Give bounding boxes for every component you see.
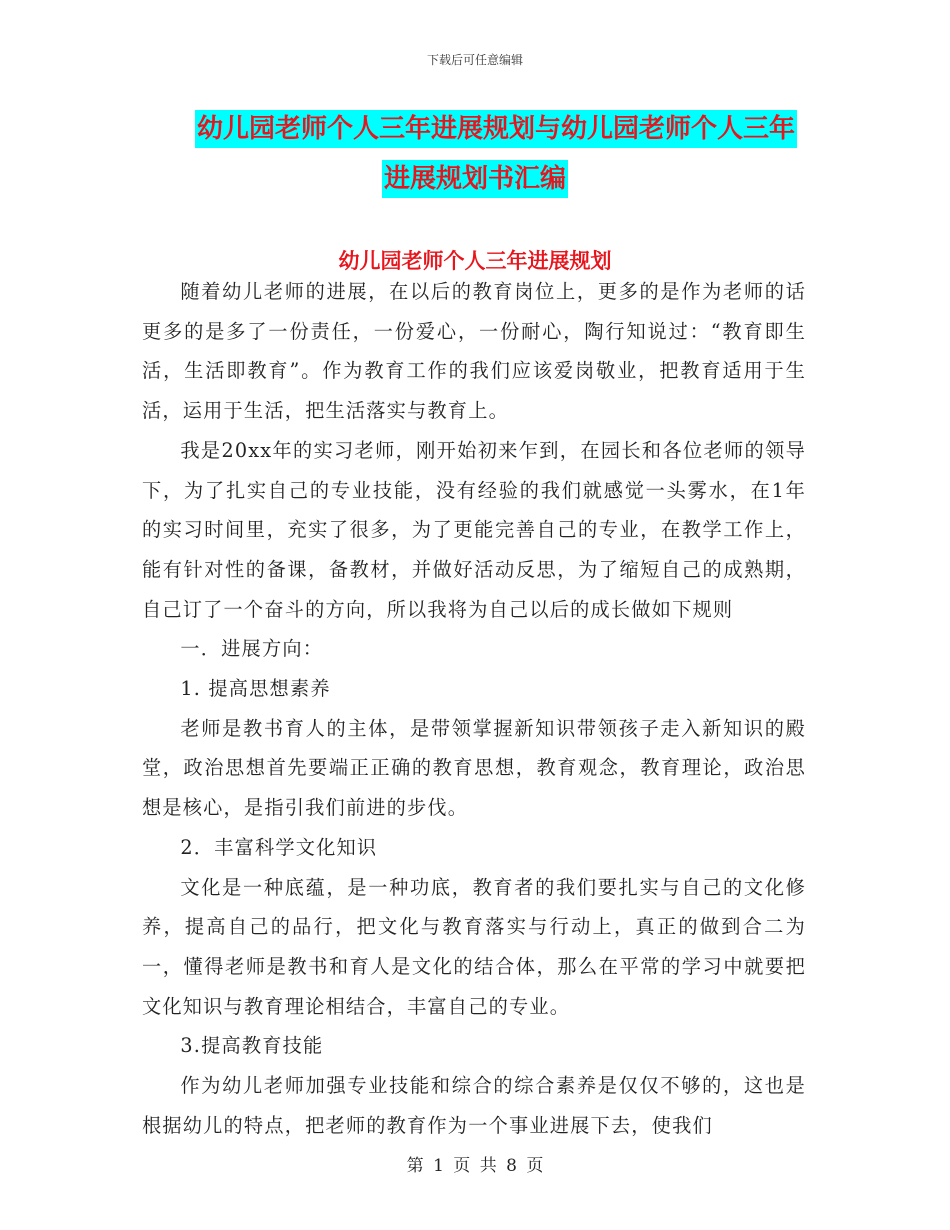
body-paragraph-item-1: 老师是教书育人的主体，是带领掌握新知识带领孩子走入新知识的殿堂，政治思想首先要端正正确的教育思想，教育观念，教育理论，政治思想是核心，是指引我们前进的步伐。 (142, 716, 806, 820)
body-paragraph-intro: 随着幼儿老师的进展，在以后的教育岗位上，更多的是作为老师的话更多的是多了一份责任，一份爱心，一份耐心，陶行知说过：“教育即生活，生活即教育”。作为教育工作的我们应该爱岗敬业，把教育适用于生活，运用于生活，把生活落实与教育上。 (142, 280, 806, 423)
body-paragraph-background: 我是20xx年的实习老师，刚开始初来乍到，在园长和各位老师的领导下，为了扎实自己的专业技能，没有经验的我们就感觉一头雾水，在1年的实习时间里，充实了很多，为了更能完善自己的专业，在教学工作上，能有针对性的备课，备教材，并做好活动反思，为了缩短自己的成熟期，自己订了一个奋斗的方向，所以我将为自己以后的成长做如下规则 (142, 438, 806, 621)
page-number: 第 1 页 共 8 页 (406, 1156, 544, 1176)
item-heading-1: 1. 提高思想素养 (180, 677, 331, 701)
item-heading-2: 2．丰富科学文化知识 (180, 835, 378, 859)
document-title-line-1: 幼儿园老师个人三年进展规划与幼儿园老师个人三年 (195, 110, 797, 148)
body-paragraph-item-3: 作为幼儿老师加强专业技能和综合的综合素养是仅仅不够的，这也是根据幼儿的特点，把老师的教育作为一个事业进展下去，使我们 (142, 1074, 806, 1137)
page-header-note: 下载后可任意编辑 (426, 53, 523, 67)
document-title (0, 110, 950, 198)
document-body (142, 272, 806, 1145)
document-title-line-2: 进展规划书汇编 (382, 160, 568, 198)
section-title: 幼儿园老师个人三年进展规划 (338, 248, 612, 273)
section-heading-direction: 一．进展方向： (180, 637, 324, 661)
body-paragraph-item-2: 文化是一种底蕴，是一种功底，教育者的我们要扎实与自己的文化修养，提高自己的品行，把文化与教育落实与行动上，真正的做到合二为一，懂得老师是教书和育人是文化的结合体，那么在平常的学习中就要把文化知识与教育理论相结合，丰富自己的专业。 (142, 875, 806, 1018)
item-heading-3: 3.提高教育技能 (180, 1034, 324, 1058)
